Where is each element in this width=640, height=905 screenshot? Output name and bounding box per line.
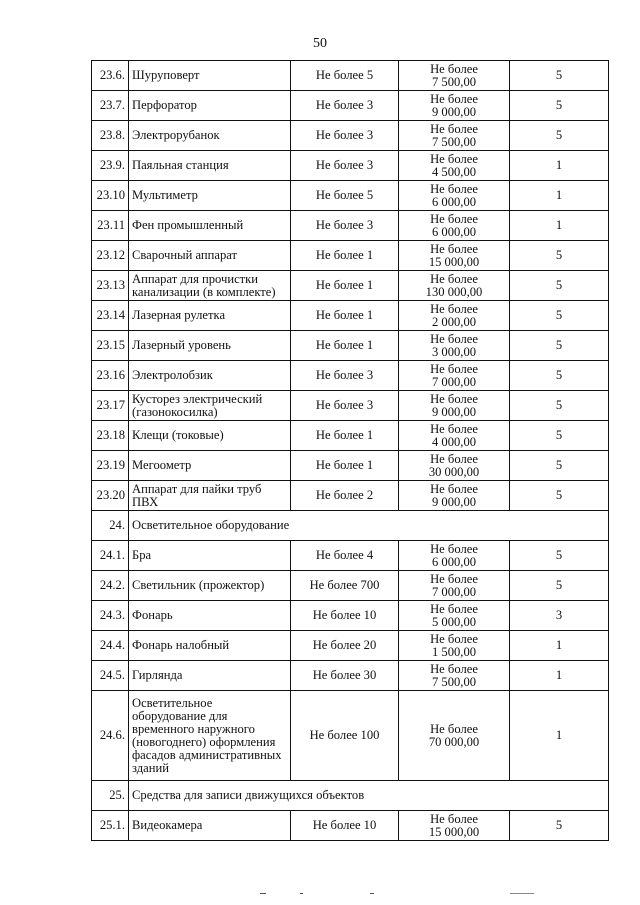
price-label: Не более [430, 661, 478, 676]
price-cell [399, 601, 510, 631]
quantity-limit: Не более 3 [291, 361, 399, 391]
service-life: 1 [510, 691, 609, 781]
price-label: Не более [430, 811, 478, 826]
price-value: 15 000,00 [428, 824, 480, 839]
row-number: 23.10 [92, 181, 129, 211]
quantity-limit: Не более 1 [291, 301, 399, 331]
price-cell [399, 271, 510, 301]
quantity-limit: Не более 20 [291, 631, 399, 661]
price-value: 3 000,00 [431, 344, 477, 359]
quantity-limit: Не более 5 [291, 181, 399, 211]
quantity-limit: Не более 700 [291, 571, 399, 601]
table-row [92, 121, 609, 151]
price-label: Не более [430, 301, 478, 316]
table-row [92, 241, 609, 271]
quantity-limit: Не более 3 [291, 211, 399, 241]
price-value: 7 500,00 [431, 134, 477, 149]
price-value: 7 000,00 [431, 584, 477, 599]
item-name: Аппарат для пайки труб ПВХ [129, 481, 291, 511]
item-name: Фонарь [129, 601, 291, 631]
table-row [92, 271, 609, 301]
table-row [92, 331, 609, 361]
price-cell [399, 451, 510, 481]
item-name: Мультиметр [129, 181, 291, 211]
service-life: 5 [510, 541, 609, 571]
quantity-limit: Не более 3 [291, 151, 399, 181]
service-life: 1 [510, 631, 609, 661]
price-value: 2 000,00 [431, 314, 477, 329]
row-number: 25.1. [92, 811, 129, 841]
price-cell [399, 421, 510, 451]
table-row [92, 301, 609, 331]
quantity-limit: Не более 3 [291, 91, 399, 121]
price-value: 9 000,00 [431, 494, 477, 509]
service-life: 5 [510, 421, 609, 451]
price-cell [399, 121, 510, 151]
price-label: Не более [430, 391, 478, 406]
item-name: Мегоометр [129, 451, 291, 481]
quantity-limit: Не более 1 [291, 421, 399, 451]
service-life: 5 [510, 391, 609, 421]
price-cell [399, 691, 510, 781]
service-life: 5 [510, 451, 609, 481]
service-life: 1 [510, 151, 609, 181]
table-row [92, 151, 609, 181]
row-number: 23.9. [92, 151, 129, 181]
quantity-limit: Не более 1 [291, 451, 399, 481]
price-label: Не более [430, 241, 478, 256]
table-row [92, 691, 609, 781]
table-row [92, 481, 609, 511]
service-life: 1 [510, 661, 609, 691]
table-row [92, 61, 609, 91]
service-life: 5 [510, 241, 609, 271]
service-life: 5 [510, 271, 609, 301]
price-value: 4 500,00 [431, 164, 477, 179]
item-name: Аппарат для прочистки канализации (в комплекте) [129, 271, 291, 301]
price-value: 9 000,00 [431, 404, 477, 419]
service-life: 5 [510, 301, 609, 331]
row-number: 24.5. [92, 661, 129, 691]
scan-artifacts [260, 893, 580, 897]
row-number: 24.3. [92, 601, 129, 631]
price-value: 6 000,00 [431, 224, 477, 239]
equipment-table-body [92, 61, 609, 841]
row-number: 23.12 [92, 241, 129, 271]
table-row [92, 451, 609, 481]
row-number: 23.13 [92, 271, 129, 301]
service-life: 3 [510, 601, 609, 631]
row-number: 24.2. [92, 571, 129, 601]
row-number: 23.16 [92, 361, 129, 391]
equipment-table [91, 60, 609, 841]
price-value: 7 500,00 [431, 74, 477, 89]
service-life: 5 [510, 91, 609, 121]
service-life: 5 [510, 481, 609, 511]
section-row [92, 511, 609, 541]
quantity-limit: Не более 10 [291, 811, 399, 841]
quantity-limit: Не более 30 [291, 661, 399, 691]
section-title: Осветительное оборудование [129, 511, 609, 541]
row-number: 23.18 [92, 421, 129, 451]
row-number: 24.4. [92, 631, 129, 661]
table-row [92, 541, 609, 571]
price-value: 7 500,00 [431, 674, 477, 689]
quantity-limit: Не более 4 [291, 541, 399, 571]
price-label: Не более [430, 721, 478, 736]
price-cell [399, 301, 510, 331]
price-label: Не более [430, 151, 478, 166]
price-label: Не более [430, 61, 478, 76]
table-row [92, 391, 609, 421]
row-number: 23.7. [92, 91, 129, 121]
price-label: Не более [430, 271, 478, 286]
table-row [92, 601, 609, 631]
row-number: 24. [92, 511, 129, 541]
price-label: Не более [430, 211, 478, 226]
price-cell [399, 361, 510, 391]
price-cell [399, 211, 510, 241]
service-life: 5 [510, 571, 609, 601]
item-name: Электролобзик [129, 361, 291, 391]
price-value: 7 000,00 [431, 374, 477, 389]
quantity-limit: Не более 5 [291, 61, 399, 91]
service-life: 5 [510, 811, 609, 841]
quantity-limit: Не более 3 [291, 391, 399, 421]
row-number: 23.14 [92, 301, 129, 331]
table-row [92, 181, 609, 211]
price-cell [399, 181, 510, 211]
row-number: 24.1. [92, 541, 129, 571]
price-value: 6 000,00 [431, 194, 477, 209]
price-cell [399, 631, 510, 661]
price-cell [399, 331, 510, 361]
service-life: 5 [510, 61, 609, 91]
item-name: Кусторез электрический (газонокосилка) [129, 391, 291, 421]
item-name: Сварочный аппарат [129, 241, 291, 271]
price-cell [399, 91, 510, 121]
price-value: 1 500,00 [431, 644, 477, 659]
quantity-limit: Не более 100 [291, 691, 399, 781]
price-label: Не более [430, 91, 478, 106]
price-cell [399, 151, 510, 181]
item-name: Шуруповерт [129, 61, 291, 91]
price-value: 6 000,00 [431, 554, 477, 569]
quantity-limit: Не более 10 [291, 601, 399, 631]
price-label: Не более [430, 181, 478, 196]
item-name: Светильник (прожектор) [129, 571, 291, 601]
table-row [92, 361, 609, 391]
item-name: Бра [129, 541, 291, 571]
price-cell [399, 241, 510, 271]
price-cell [399, 661, 510, 691]
page-number: 50 [313, 36, 327, 51]
service-life: 5 [510, 121, 609, 151]
price-cell [399, 391, 510, 421]
table-row [92, 631, 609, 661]
service-life: 1 [510, 211, 609, 241]
section-title: Средства для записи движущихся объектов [129, 781, 609, 811]
price-cell [399, 571, 510, 601]
price-value: 5 000,00 [431, 614, 477, 629]
item-name: Видеокамера [129, 811, 291, 841]
price-value: 70 000,00 [428, 734, 480, 749]
price-label: Не более [430, 541, 478, 556]
price-label: Не более [430, 331, 478, 346]
price-label: Не более [430, 421, 478, 436]
price-value: 15 000,00 [428, 254, 480, 269]
price-label: Не более [430, 121, 478, 136]
price-label: Не более [430, 481, 478, 496]
service-life: 5 [510, 331, 609, 361]
item-name: Гирлянда [129, 661, 291, 691]
price-cell [399, 541, 510, 571]
row-number: 23.15 [92, 331, 129, 361]
price-label: Не более [430, 361, 478, 376]
row-number: 25. [92, 781, 129, 811]
item-name: Осветительное оборудование для временного наружного (новогоднего) оформления фасадов административных зданий [129, 691, 291, 781]
price-label: Не более [430, 601, 478, 616]
service-life: 5 [510, 361, 609, 391]
service-life: 1 [510, 181, 609, 211]
row-number: 23.11 [92, 211, 129, 241]
table-row [92, 91, 609, 121]
item-name: Лазерный уровень [129, 331, 291, 361]
row-number: 23.19 [92, 451, 129, 481]
item-name: Электрорубанок [129, 121, 291, 151]
table-row [92, 811, 609, 841]
price-label: Не более [430, 571, 478, 586]
quantity-limit: Не более 3 [291, 121, 399, 151]
table-row [92, 421, 609, 451]
row-number: 23.20 [92, 481, 129, 511]
quantity-limit: Не более 1 [291, 241, 399, 271]
quantity-limit: Не более 1 [291, 331, 399, 361]
quantity-limit: Не более 1 [291, 271, 399, 301]
price-value: 30 000,00 [428, 464, 480, 479]
table-row [92, 571, 609, 601]
row-number: 23.8. [92, 121, 129, 151]
item-name: Перфоратор [129, 91, 291, 121]
price-cell [399, 61, 510, 91]
item-name: Паяльная станция [129, 151, 291, 181]
row-number: 24.6. [92, 691, 129, 781]
price-value: 4 000,00 [431, 434, 477, 449]
row-number: 23.6. [92, 61, 129, 91]
price-value: 9 000,00 [431, 104, 477, 119]
row-number: 23.17 [92, 391, 129, 421]
item-name: Клещи (токовые) [129, 421, 291, 451]
price-cell [399, 481, 510, 511]
item-name: Лазерная рулетка [129, 301, 291, 331]
quantity-limit: Не более 2 [291, 481, 399, 511]
price-value: 130 000,00 [425, 284, 483, 299]
price-label: Не более [430, 631, 478, 646]
price-label: Не более [430, 451, 478, 466]
section-row [92, 781, 609, 811]
item-name: Фен промышленный [129, 211, 291, 241]
item-name: Фонарь налобный [129, 631, 291, 661]
price-cell [399, 811, 510, 841]
table-row [92, 661, 609, 691]
table-row [92, 211, 609, 241]
